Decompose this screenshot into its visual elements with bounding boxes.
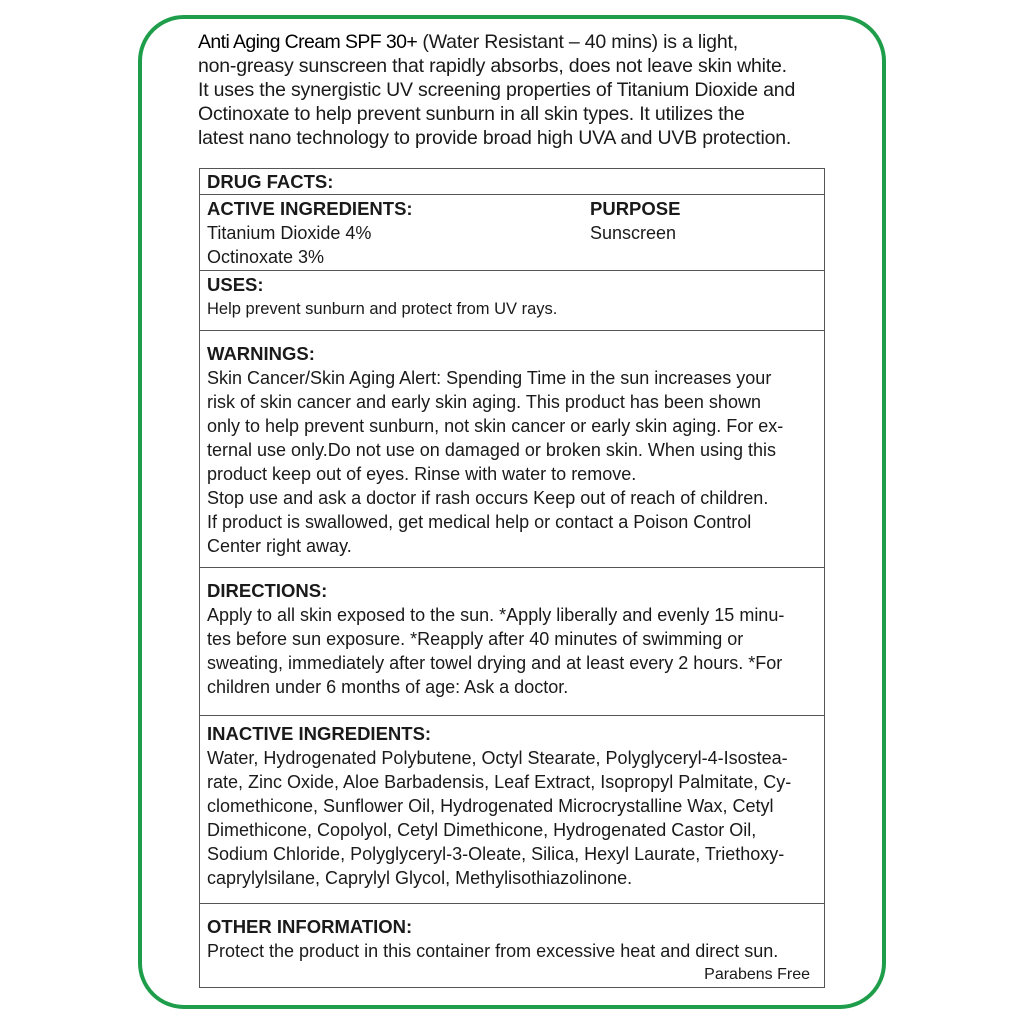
warnings-line: Center right away. xyxy=(207,536,352,556)
warnings-line: product keep out of eyes. Rinse with water to remove. xyxy=(207,464,637,484)
intro-line: non-greasy sunscreen that rapidly absorbs, does not leave skin white. xyxy=(198,55,787,77)
intro-line: Octinoxate to help prevent sunburn in all skin types. It utilizes the xyxy=(198,103,745,125)
intro-line: It uses the synergistic UV screening properties of Titanium Dioxide and xyxy=(198,79,796,101)
active-ingredients-section xyxy=(200,194,824,271)
directions-section xyxy=(200,567,824,716)
inactive-line: Water, Hydrogenated Polybutene, Octyl Stearate, Polyglyceryl-4-Isostea- xyxy=(207,748,788,768)
inactive-line: Sodium Chloride, Polyglyceryl-3-Oleate, Silica, Hexyl Laurate, Triethoxy- xyxy=(207,844,785,864)
other-information-section xyxy=(200,903,824,989)
other-information-heading: OTHER INFORMATION: xyxy=(207,916,413,937)
drug-facts-heading: DRUG FACTS: xyxy=(207,171,334,192)
inactive-line: rate, Zinc Oxide, Aloe Barbadensis, Leaf Extract, Isopropyl Palmitate, Cy- xyxy=(207,772,792,792)
drug-facts-table xyxy=(199,168,825,988)
parabens-free-note: Parabens Free xyxy=(704,966,810,983)
other-information-text: Protect the product in this container from excessive heat and direct sun. xyxy=(207,941,779,961)
purpose-value: Sunscreen xyxy=(590,223,677,243)
directions-heading: DIRECTIONS: xyxy=(207,580,328,601)
drug-facts-section xyxy=(200,169,824,194)
warnings-line: Stop use and ask a doctor if rash occurs Keep out of reach of children. xyxy=(207,488,769,508)
warnings-line: risk of skin cancer and early skin aging. This product has been shown xyxy=(207,392,761,412)
warnings-line: ternal use only.Do not use on damaged or broken skin. When using this xyxy=(207,440,776,460)
warnings-line: only to help prevent sunburn, not skin cancer or early skin aging. For ex- xyxy=(207,416,784,436)
uses-heading: USES: xyxy=(207,274,264,295)
warnings-line: If product is swallowed, get medical help or contact a Poison Control xyxy=(207,512,752,532)
inactive-ingredients-heading: INACTIVE INGREDIENTS: xyxy=(207,723,432,744)
product-description xyxy=(198,30,838,150)
warnings-line: Skin Cancer/Skin Aging Alert: Spending Time in the sun increases your xyxy=(207,368,772,388)
intro-line: (Water Resistant – 40 mins) is a light, xyxy=(417,31,738,53)
purpose-heading: PURPOSE xyxy=(590,198,681,219)
uses-text: Help prevent sunburn and protect from UV rays. xyxy=(207,300,558,318)
intro-line: latest nano technology to provide broad high UVA and UVB protection. xyxy=(198,127,792,149)
directions-line: sweating, immediately after towel drying and at least every 2 hours. *For xyxy=(207,653,783,673)
inactive-line: caprylylsilane, Caprylyl Glycol, Methylisothiazolinone. xyxy=(207,868,633,888)
inactive-ingredients-section xyxy=(200,715,824,904)
active-ingredients-heading: ACTIVE INGREDIENTS: xyxy=(207,198,413,219)
inactive-line: Dimethicone, Copolyol, Cetyl Dimethicone, Hydrogenated Castor Oil, xyxy=(207,820,757,840)
warnings-heading: WARNINGS: xyxy=(207,343,315,364)
directions-line: children under 6 months of age: Ask a doctor. xyxy=(207,677,569,697)
uses-section xyxy=(200,270,824,331)
warnings-section xyxy=(200,330,824,568)
product-name: Anti Aging Cream SPF 30+ xyxy=(198,31,418,53)
directions-line: tes before sun exposure. *Reapply after 40 minutes of swimming or xyxy=(207,629,744,649)
ingredient-item: Octinoxate 3% xyxy=(207,247,325,267)
ingredient-item: Titanium Dioxide 4% xyxy=(207,223,372,243)
directions-line: Apply to all skin exposed to the sun. *Apply liberally and evenly 15 minu- xyxy=(207,605,785,625)
inactive-line: clomethicone, Sunflower Oil, Hydrogenated Microcrystalline Wax, Cetyl xyxy=(207,796,774,816)
